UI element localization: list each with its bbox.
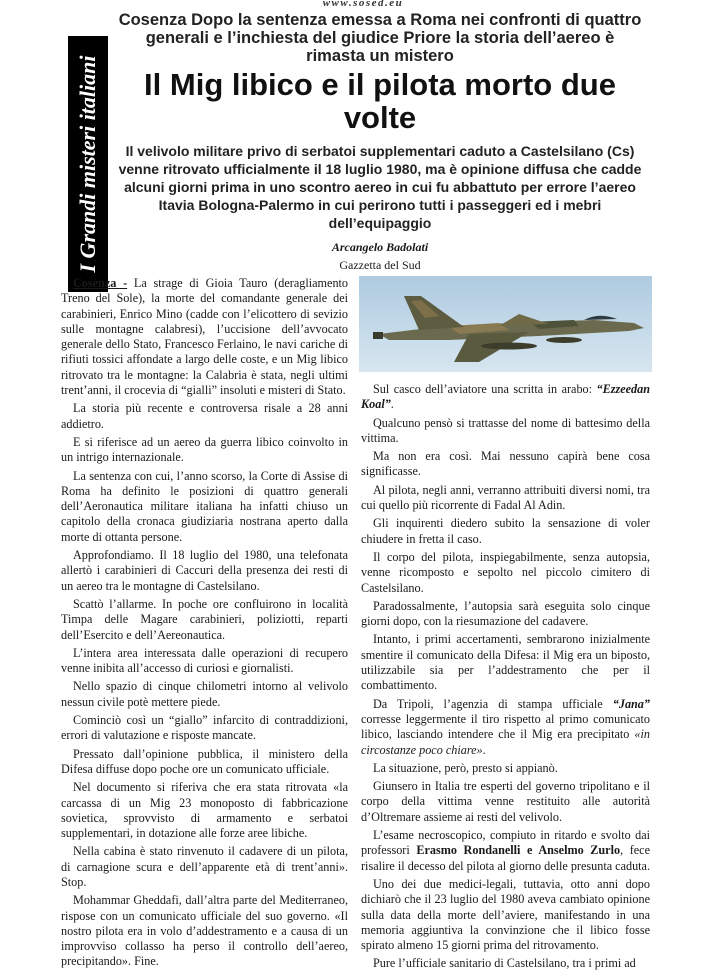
paragraph: Gli inquirenti diedero subito la sensazione di voler chiudere in fretta il caso. <box>361 516 650 546</box>
paragraph: Nel documento si riferiva che era stata ritrovata «la carcassa di un Mig 23 monoposto di fabbricazione sovietica, sprovvisto di armamento e serbatoi supplementari, in dotazione alle forze aree libiche. <box>61 780 348 841</box>
paragraph: Giunsero in Italia tre esperti del governo tripolitano e il corpo della vittima venne restituito alle autorità d’Oltremare assieme ai resti del velivolo. <box>361 779 650 824</box>
paragraph: L’esame necroscopico, compiuto in ritardo e svolto dai professori Erasmo Rondanelli e Anselmo Zurlo, fece risalire il decesso del pilota al giorno delle presunta caduta. <box>361 828 651 873</box>
paragraph: Sul casco dell’aviatore una scritta in arabo: “Ezzeedan Koal”. <box>361 382 650 412</box>
paragraph: E si riferisce ad un aereo da guerra libico coinvolto in un intrigo internazionale. <box>61 434 348 465</box>
source: Gazzetta del Sud <box>339 258 421 272</box>
dateline: Cosenza - <box>73 276 128 290</box>
paragraph: L’intera area interessata dalle operazioni di recupero venne inibita all’accesso di curiosi e giornalisti. <box>61 645 348 676</box>
paragraph: Nella cabina è stato rinvenuto il cadavere di un pilota, di carnagione scura e dell’apparente età di trent’anni». Stop. <box>61 844 348 889</box>
paragraph: Mohammar Gheddafi, dall’altra parte del Mediterraneo, rispose con un comunicato ufficiale del suo governo. «Il nostro pilota era in volo d’addestramento e a causa di un improvviso collasso ha perso il controllo dell’aereo, precipitando». Fine. <box>61 893 348 969</box>
paragraph: La situazione, però, presto si appianò. <box>373 760 558 775</box>
paragraph: Cosenza - La strage di Gioia Tauro (deragliamento Treno del Sole), la morte del comandante generale dei carabinieri, Enrico Mino (cadde con l’elicottero di sevizio sulle montagne calabresi), l’uccisione dell’avvocato generale dello Stato, Francesco Ferlaino, le navi cariche di rifiuti tossici affondate a largo delle coste, e un Mig libico ritrovato tra le montagne: la Calabria è stata, negli ultimi trent’anni, il crocevia di “gialli” insoluti e misteri di Stato. <box>61 276 349 398</box>
mig-aircraft-image <box>359 276 652 372</box>
paragraph: Da Tripoli, l’agenzia di stampa ufficiale “Jana” corresse leggermente il tiro rispetto al primo comunicato libico, lasciando intendere che il Mig era precipitato «in circostanze poco chiare». <box>361 696 650 757</box>
series-label: I Grandi misteri italiani <box>75 55 100 273</box>
kicker: Cosenza Dopo la sentenza emessa a Roma nei confronti di quattro generali e l’inchiesta del giudice Priore la storia dell’aereo è rimasta un mistero <box>118 11 642 65</box>
paragraph: Scattò l’allarme. In poche ore confluirono in località Timpa delle Magare carabinieri, poliziotti, reparti dell’Esercito e dell’Aereonautica. <box>61 596 348 642</box>
paragraph: Pure l’ufficiale sanitario di Castelsilano, tra i primi ad <box>373 956 636 971</box>
site-url: www.sosed.eu <box>322 0 404 9</box>
paragraph: Qualcuno pensò si trattasse del nome di battesimo della vittima. <box>361 415 650 445</box>
paragraph: Al pilota, negli anni, verranno attribuiti diversi nomi, tra cui quello più ricorrente di Fadal Al Adin. <box>361 482 650 513</box>
headline: Il Mig libico e il pilota morto due volte <box>144 67 616 135</box>
mig-photo <box>359 276 652 372</box>
series-sidebar <box>68 36 108 292</box>
paragraph: La sentenza con cui, l’anno scorso, la Corte di Assise di Roma ha definito le posizioni di quattro generali dell’Aeronautica militare italiana ha infatti chiuso un capitolo della cronaca giudiziaria nostrana aperto dalla morte di ottanta persone. <box>61 468 348 544</box>
paragraph: Paradossalmente, l’autopsia sarà eseguita solo cinque giorni dopo, con la riesumazione del cadavere. <box>361 598 650 629</box>
right-column <box>361 382 650 975</box>
paragraph: Cominciò così un “giallo” infarcito di contraddizioni, errori di valutazione e risposte mancate. <box>61 713 348 743</box>
paragraph: Intanto, i primi accertamenti, sembrarono inizialmente smentire il comunicato della Difesa: il Mig era un biposto, utilizzabile sia per l’addestramento che per il combattimento. <box>361 632 650 693</box>
paragraph: Ma non era così. Mai nessuno capirà bene cosa significasse. <box>361 449 650 479</box>
paragraph: Approfondiamo. Il 18 luglio del 1980, una telefonata allertò i carabinieri di Caccuri della presenza dei resti di un aereo tra le montagne di Castelsilano. <box>61 548 348 593</box>
subtitle: Il velivolo militare privo di serbatoi supplementari caduto a Castelsilano (Cs) venne ritrovato ufficialmente il 18 luglio 1980, ma è opinione diffusa che cadde alcuni giorni prima in uno scontro aereo in cui fu abbattuto per errore l’aereo Itavia Bologna-Palermo in cui perirono tutti i passeggeri ed i mebri dell’equipaggio <box>118 143 642 231</box>
paragraph: Uno dei due medici-legali, tuttavia, otto anni dopo dichiarò che il 23 luglio del 1980 aveva cambiato opinione sulla data della morte dell’aviere, manifestando in una memoria aggiuntiva la convinzione che il libico fosse spirato almeno 15 giorni prima del ritrovamento. <box>361 876 650 953</box>
author: Arcangelo Badolati <box>331 240 429 254</box>
paragraph: Nello spazio di cinque chilometri intorno al velivolo nessun civile potè mettere piede. <box>61 679 348 709</box>
paragraph: La storia più recente e controversa risale a 28 anni addietro. <box>61 401 348 431</box>
paragraph: Pressato dall’opinione pubblica, il ministero della Difesa diffuse dopo poche ore un comunicato ufficiale. <box>61 746 348 776</box>
left-column <box>61 276 348 973</box>
paragraph: Il corpo del pilota, inspiegabilmente, senza autopsia, venne ricomposto e sepolto nel piccolo cimitero di Castelsilano. <box>361 549 650 595</box>
article-header <box>118 11 642 273</box>
